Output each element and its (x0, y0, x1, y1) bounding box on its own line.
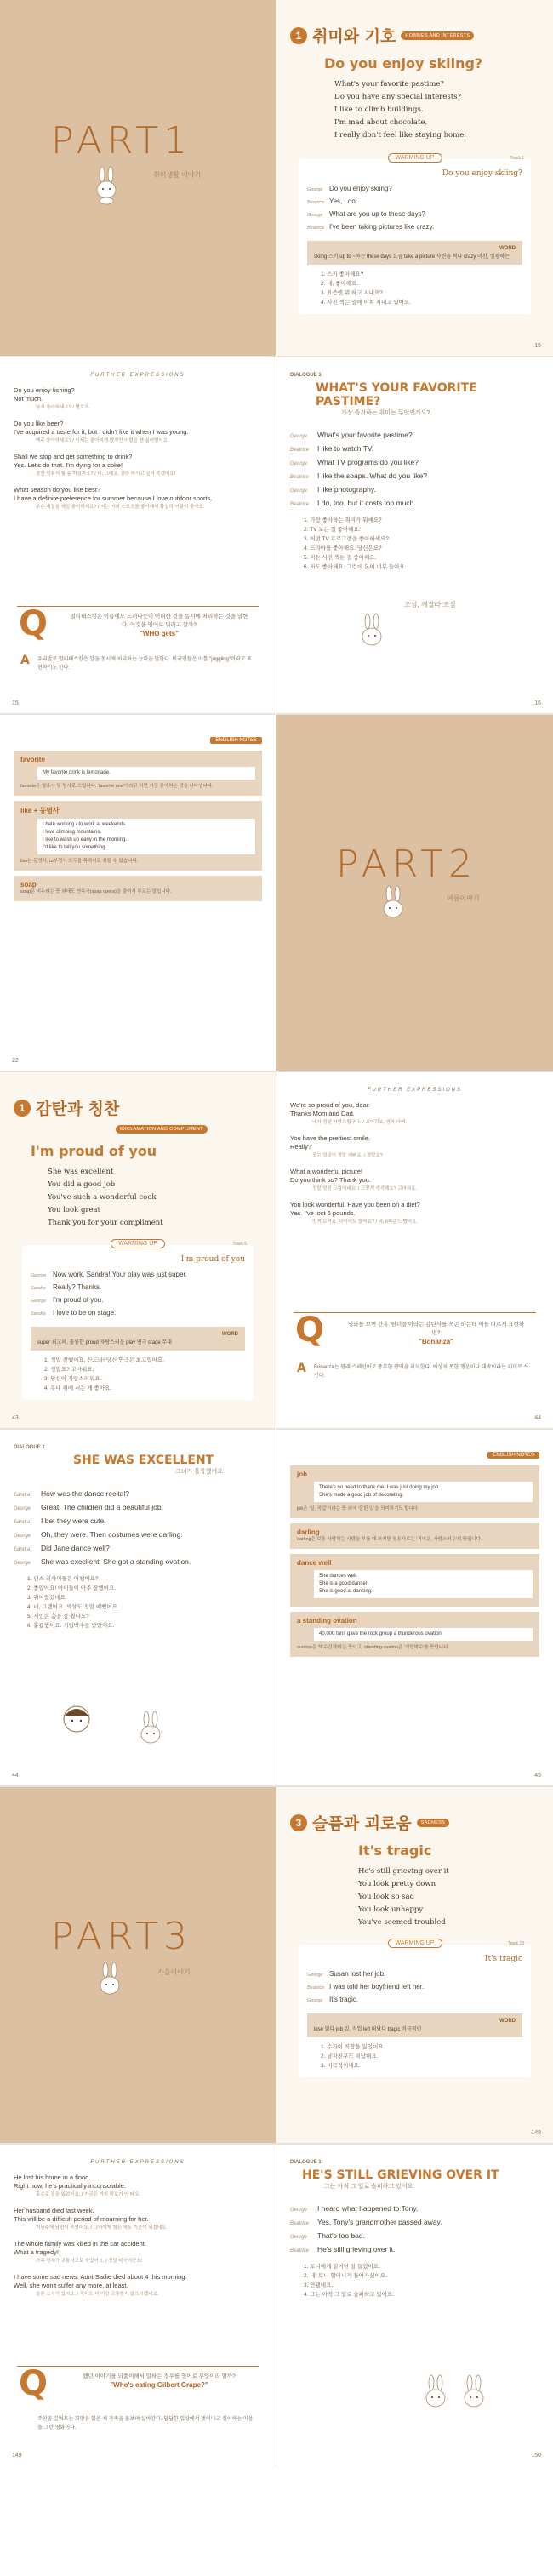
page-number: 16 (534, 700, 541, 706)
page-number: 149 (12, 2453, 22, 2459)
expression-pair: Shall we stop and get something to drink? Yes. Let's do that. I'm dying for a coke! 잠깐 멈춰서 뭘 좀 마실까요? / 네, 그래요. 콜라 마시고 싶어 죽겠어요! (14, 453, 176, 477)
korean-translation: 1. 댄스 리사이틀은 어땠어요? 2. 좋았어요! 아이들이 아주 잘했어요. 3. 귀여웠겠네요. 4. 네, 그랬어요. 의상도 정말 예뻤어요. 5. 제인은 춤을 잘 췄나요? 6. 훌륭했어요. 기립박수를 받았어요. (27, 1576, 119, 1629)
warming-up-box (22, 1241, 254, 1400)
page-number: 150 (531, 2453, 541, 2459)
key-question: It's tragic (358, 1842, 432, 1859)
page-number: 44 (534, 1415, 541, 1421)
dialogue-page (276, 357, 553, 713)
word-box: WORD super 최고의, 훌륭한 proud 자랑스러운 play 연극 stage 무대 (31, 1327, 245, 1351)
note-favorite (14, 751, 262, 796)
bunny-illustration (95, 1962, 124, 2001)
warming-up-title: Do you enjoy skiing? (442, 169, 522, 178)
part1-cover-page (0, 0, 276, 356)
lesson-1-intro-page (276, 0, 553, 356)
dialogue-subtitle: 그녀가 훌륭했어요 (175, 1469, 224, 1475)
dialog-line: George I like photography. (290, 485, 376, 494)
note-job: job There's no need to thank me. I was just doing my job. She's made a good job of decorating. job은 '일, 직업'이라는 뜻 외에 '잘한 일'을 의미하기도 합니다. (290, 1465, 539, 1518)
dialogue-title: WHAT'S YOUR FAVORITE PASTIME? (316, 381, 477, 408)
korean-translation: 1. 토니에게 일어난 일 들었어요. 2. 네, 토니 할머니가 돌아가셨어요. 3. 안됐네요. 4. 그는 아직 그 일로 슬퍼하고 있어요. (304, 2264, 394, 2298)
note-body: like는 동명사, to부정사 모두를 목적어로 취할 수 있습니다. (20, 859, 139, 864)
divider-line (17, 606, 259, 607)
section-header: FURTHER EXPRESSIONS (90, 373, 185, 378)
part-subtitle: 취미생활 이야기 (153, 171, 202, 179)
section-header: ENGLISH NOTES (210, 737, 262, 744)
further-expressions-page: FURTHER EXPRESSIONS He lost his home in a flood. Right now, he's practically inconsolable. 홍수로 집을 잃었어요. / 지금은 거의 위로가 안 돼요. Her husband died last week. This will be a difficult period of mourning for her. 지난주에 남편이 죽었어요. / 그녀에게 힘든 애도 기간이 되겠네요. The whole family was killed in the car accident. What a tragedy! 가족 전체가 교통사고로 죽었어요. / 정말 비극이군요! I have some sad news. Aunt Sadie died about 4 this morning. Well, she won't suffer any more, at least. 슬픈 소식이 있어요. / 적어도 더 이상 고통받지 않으시겠네요. Q 했던 이야기를 되풀이해서 말하는 경우를 영어로 무엇이라 할까? "Who's eating Gilbert Grape?" 주인공 길버트는 희망을 잃은 채 가족을 돌보며 살아간다. 답답한 일상에서 벗어나고 싶어하는 마음을 그린 영화이다. 149 (0, 2145, 276, 2465)
dialogue-page: DIALOGUE 1 HE'S STILL GRIEVING OVER IT 그는 아직 그 일로 슬퍼하고 있어요 George I heard what happened to Tony. Beatrice Yes, Tony's grandmother passed away. George That's too bad. Beatrice He's still grieving over it. 1. 토니에게 일어난 일 들었어요. 2. 네, 토니 할머니가 돌아가셨어요. 3. 안됐네요. 4. 그는 아직 그 일로 슬퍼하고 있어요. 150 (276, 2145, 553, 2465)
part-title: PART1 (51, 119, 193, 163)
part-title: PART2 (336, 842, 478, 886)
part-title: PART3 (51, 1915, 193, 1958)
english-notes-page (0, 715, 276, 1071)
track-label: Track 6 (232, 1242, 247, 1247)
track-label: Track 1 (510, 156, 524, 161)
dialog-line: Beatrice I do, too, but it costs too much. (290, 499, 416, 507)
warming-up-box: WARMING UP Track 13 It's tragic George Susan lost her job. Beatrice I was told her boyfriend left her. George It's tragic. WORD lose 잃다 job 일, 직업 left 떠났다 tragic 비극적인 1. 수잔이 직장을 잃었어요. 2. 남자친구도 떠났대요. 3. 비극적이네요. (299, 1945, 531, 2077)
track-label: Track 13 (507, 1941, 524, 1946)
expression-item: I like to climb buildings. (334, 106, 424, 114)
bunny-illustration (136, 1711, 165, 1750)
expression-pair: Do you enjoy fishing? Not much. 낚시 좋아하세요? / 별로요. (14, 386, 90, 410)
lesson-sadness-intro-page (276, 1787, 553, 2143)
spread-3 (0, 715, 553, 1072)
quiz-question: 영화를 보면 간혹 '원더풀'이라는 감탄사를 쓰곤 하는데 이를 다르게 표현하면? "Bonanza" (347, 1322, 525, 1345)
part2-cover-page (276, 715, 553, 1071)
spread-7 (0, 2145, 553, 2465)
warming-up-label: WARMING UP (387, 153, 442, 163)
part-subtitle: 가을이야기 (157, 1968, 191, 1976)
lesson-tag: HOBBIES AND INTERESTS (401, 31, 474, 40)
warming-up-box (299, 155, 531, 314)
note-standing-ovation: a standing ovation 40,000 fans gave the rock group a thunderous ovation. ovation은 '박수갈채'라는 뜻이고, standing ovation은 '기립박수'를 뜻합니다. (290, 1612, 539, 1657)
dialog-line: Beatrice Yes, I do. (307, 197, 358, 205)
dialogue-tag: DIALOGUE 1 (290, 373, 322, 378)
korean-translation: 1. 스키 좋아해요? 2. 네, 좋아해요. 3. 요즘엔 뭐 하고 지내요? 4. 사진 찍는 일에 미쳐 지내고 있어요. (321, 271, 411, 306)
note-body: soap은 비누라는 뜻 외에도 연속극(soap opera)을 줄여서 부르는 말입니다. (20, 889, 172, 894)
dialogue-title: SHE WAS EXCELLENT (73, 1454, 214, 1467)
expression-item: I really don't feel like staying home. (334, 131, 466, 140)
word-box-words: skiing 스키 up to ~하는 these days 요즘 take a picture 사진을 찍다 crazy 미친, 열광하는 (314, 254, 510, 260)
dialog-line: George Do you enjoy skiing? (307, 185, 392, 192)
bunny-illustration (357, 613, 386, 652)
warming-up-title: I'm proud of you (180, 1255, 245, 1264)
dialogue-tag: DIALOGUE 1 (14, 1445, 45, 1450)
further-expressions-page (0, 357, 276, 713)
section-header: FURTHER EXPRESSIONS (367, 1088, 463, 1093)
warming-up-label: WARMING UP (111, 1239, 165, 1248)
lesson-title: 감탄과 칭찬 (36, 1100, 120, 1118)
dialog-line: George What are you up to these days? (307, 210, 425, 218)
note-example: I hate working / to work at weekends. I love climbing mountains. I like to wash up early in the morning. I'd like to tell you something. (37, 819, 255, 854)
note-term: soap (20, 881, 37, 888)
korean-translation: 1. 정말 잘했어요, 산드라! 당신 연극은 최고였어요. 2. 정말요? 고마워요. 3. 당신이 자랑스러워요. 4. 무대 위에 서는 게 좋아요. (44, 1357, 164, 1391)
q-mark-icon: Q (19, 604, 48, 643)
girl-illustration (60, 1702, 94, 1736)
dialog-line: Beatrice I like the soaps. What do you like? (290, 471, 427, 480)
lesson-header: 3 슬픔과 괴로움 SADNESS (290, 1811, 539, 1834)
expression-list (334, 78, 539, 142)
note-term: favorite (20, 756, 45, 763)
note-soap (14, 876, 262, 901)
english-notes-page (276, 1430, 553, 1785)
note-term: like + 동명사 (20, 807, 60, 814)
page-number: 15 (534, 343, 541, 349)
expression-pair: What season do you like best? I have a definite preference for summer because I love outdoor sports. 무슨 계절을 제일 좋아하세요? / 저는 야외 스포츠를 좋아해서 확실히 여름이 좋아요. (14, 486, 213, 510)
expression-pair: Do you like beer? I've acquired a taste for it, but I didn't like it when I was young. 맥주 좋아하세요? / 이제는 좋아지게 됐지만 어렸을 땐 싫어했어요. (14, 420, 189, 443)
dialogue-page (0, 1430, 276, 1785)
key-question: Do you enjoy skiing? (324, 55, 483, 71)
spread-1 (0, 0, 553, 357)
word-box (307, 241, 522, 265)
expression-item: Do you have any special interests? (334, 93, 462, 101)
quiz-question: 멀티태스킹은 이름에도 드러나듯이 어떠한 것을 동시에 처리하는 것을 말한다. 이것을 영어로 뭐라고 할까? "WHO gets" (70, 614, 248, 637)
quiz-answer: Bonanza는 원래 스페인어로 풍부한 광맥을 의미한다. 예상치 못한 행운이나 대박이라는 의미로 쓰인다. (314, 1365, 529, 1379)
note-example: My favorite drink is lemonade. (37, 767, 255, 780)
bunny-illustration (421, 2374, 450, 2413)
lesson-number: 1 (14, 1100, 31, 1117)
dialog-line: Beatrice I like to watch TV. (290, 444, 374, 453)
illustration-caption: 조심, 깨질라 조심 (404, 601, 456, 608)
section-header: ENGLISH NOTES (487, 1452, 539, 1459)
page-number: 15 (12, 700, 19, 706)
bunny-illustration (459, 2374, 488, 2413)
bunny-illustration (379, 885, 408, 924)
a-mark-icon: A (297, 1362, 306, 1375)
dialog-line: George What's your favorite pastime? (290, 431, 413, 439)
dialogue-lines: Sandra How was the dance recital? George Great! The children did a beautiful job. Sandra I bet they were cute. George Oh, they were. Then costumes were darling. Sandra Did Jane dance well? George She was excellent. She got a standing ovation. (14, 1489, 191, 1566)
dialogue-lines: George I heard what happened to Tony. Beatrice Yes, Tony's grandmother passed away. George That's too bad. Beatrice He's still grieving over it. (290, 2204, 442, 2253)
lesson-compliment-intro-page (0, 1072, 276, 1428)
dialog-line: George What TV programs do you like? (290, 458, 419, 466)
page-number: 43 (12, 1415, 19, 1421)
page-number: 22 (12, 1058, 19, 1064)
dialogue-lines (290, 429, 539, 511)
lesson-number: 1 (290, 27, 307, 44)
korean-translation: 1. 수잔이 직장을 잃었어요. 2. 남자친구도 떠났대요. 3. 비극적이네요. (321, 2044, 385, 2069)
spread-4 (0, 1072, 553, 1430)
further-expressions-page: FURTHER EXPRESSIONS We're so proud of you, dear. Thanks Mom and Dad. 네가 정말 자랑스럽구나. / 고마워요, 엄마 아빠. You have the prettiest smile. Really? 웃는 얼굴이 정말 예뻐요. / 정말요? What a wonderful picture! Do you think so? Thank you. 정말 멋진 그림이네요! / 그렇게 생각해요? 고마워요. You look wonderful. Have you been on a diet? Yes. I've lost 6 pounds. 멋져 보여요. 다이어트 했어요? / 네, 6파운드 뺐어요. Q 영화를 보면 간혹 '원더풀'이라는 감탄사를 쓰곤 하는데 이를 다르게 표현하면? "Bonanza" A Bonanza는 원래 스페인어로 풍부한 광맥을 의미한다. 예상치 못한 행운이나 대박이라는 의미로 쓰인다. 44 (276, 1072, 553, 1428)
part-subtitle: 여름이야기 (447, 894, 480, 902)
q-mark-icon: Q (295, 1311, 325, 1350)
divider-line (294, 1312, 536, 1313)
bunny-illustration (92, 166, 121, 205)
word-box-title: WORD (499, 246, 516, 251)
spread-5 (0, 1430, 553, 1787)
q-mark-icon: Q (19, 2364, 48, 2403)
part3-cover-page (0, 1787, 276, 2143)
section-header-row (14, 730, 262, 745)
warming-up-dialog (307, 183, 522, 234)
page-number: 148 (531, 2130, 541, 2136)
lesson-header (290, 24, 539, 47)
spread-6 (0, 1787, 553, 2145)
dialogue-subtitle: 가장 즐겨하는 취미는 무엇인가요? (341, 410, 430, 416)
a-mark-icon: A (20, 654, 30, 667)
note-like (14, 801, 262, 871)
expression-item: I'm mad about chocolate. (334, 118, 428, 127)
quiz-answer: 우리말로 멀티태스킹은 일을 동시에 처리하는 능력을 말한다. 미국인들은 이를 "juggling"이라고 표현하기도 한다. (37, 657, 252, 671)
page-number: 44 (12, 1773, 19, 1779)
korean-translation: 1. 가장 좋아하는 취미가 뭐예요? 2. TV 보는 걸 좋아해요. 3. 어떤 TV 프로그램을 좋아하세요? 4. 드라마를 좋아해요. 당신은요? 5. 저는 사진 찍는 걸 좋아해요. 6. 저도 좋아해요. 그런데 돈이 너무 들어요. (304, 517, 407, 570)
quiz-answer: 주인공 길버트는 희망을 잃은 채 가족을 돌보며 살아간다. 답답한 일상에서 벗어나고 싶어하는 마음을 그린 영화이다. (37, 2417, 254, 2430)
divider-line (17, 2366, 259, 2367)
expression-list: He's still grieving over it You look pretty down You look so sad You look unhappy You've seemed troubled (358, 1867, 449, 1927)
lesson-title: 취미와 기호 (312, 27, 396, 46)
spread-2 (0, 357, 553, 715)
quiz-question: 했던 이야기를 되풀이해서 말하는 경우를 영어로 무엇이라 할까? "Who's eating Gilbert Grape?" (83, 2373, 236, 2389)
lesson-header (14, 1096, 262, 1119)
note-dance-well: dance well She dances well. She is a good dancer. She is good at dancing. (290, 1554, 539, 1607)
page-number: 45 (534, 1773, 541, 1779)
lesson-tag: EXCLAMATION AND COMPLIMENT (116, 1125, 208, 1134)
expression-list: She was excellent You did a good job You've such a wonderful cook You look great Thank you for your compliment (48, 1168, 163, 1227)
key-question: I'm proud of you (31, 1143, 157, 1159)
dialog-line: Beatrice I've been taking pictures like crazy. (307, 223, 435, 231)
note-body: favorite은 형용사 및 명사로 쓰입니다. 'favorite one'이라고 하면 가장 좋아하는 것을 나타냅니다. (20, 784, 214, 789)
word-box: WORD lose 잃다 job 일, 직업 left 떠났다 tragic 비극적인 (307, 2013, 522, 2037)
warming-up-dialog: George Now work, Sandra! Your play was just super. Sandra Really? Thanks. George I'm proud of you. Sandra I love to be on stage. (31, 1271, 187, 1317)
expression-item: What's your favorite pastime? (334, 80, 444, 89)
note-darling: darling darling은 보통 사랑하는 사람을 부를 때 쓰지만 형용사로는 '귀여운, 사랑스러운'의 뜻입니다. (290, 1523, 539, 1549)
